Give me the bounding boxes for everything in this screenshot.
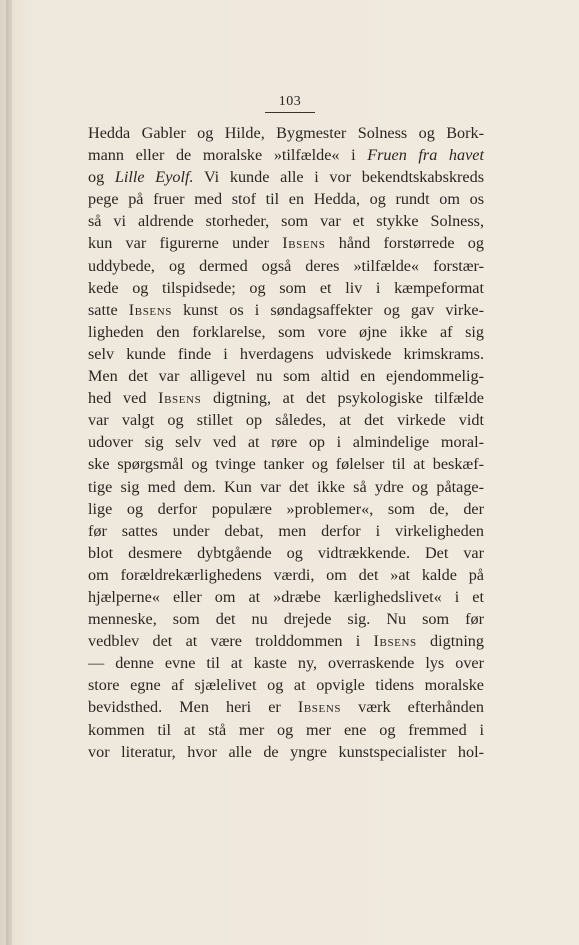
text-line — [88, 741, 484, 763]
text-segment: tige sig med dem. Kun var det ikke så ydre og påtage- — [88, 477, 484, 496]
text-segment: pege på fruer med stof til en Hedda, og rundt om os — [88, 190, 484, 209]
text-segment: uddybede, og dermed også deres »tilfælde« forstær- — [88, 256, 484, 275]
text-segment: Vi kunde alle i vor bekendtskabskreds — [193, 168, 485, 187]
text-line — [88, 232, 484, 254]
text-segment: mann eller de moralske »tilfælde« i — [88, 146, 368, 165]
small-caps-name: Ibsens — [158, 389, 202, 408]
text-segment: kunst os i søndagsaffekter og gav virke- — [172, 300, 484, 319]
text-line — [88, 387, 484, 409]
text-segment: lige og derfor populære »problemer«, som de, der — [88, 499, 484, 518]
text-segment: hjælperne« eller om at »dræbe kærlighedslivet« i et — [88, 587, 484, 606]
small-caps-name: Ibsens — [297, 698, 342, 717]
small-caps-name: Ibsens — [128, 300, 172, 319]
text-segment: satte — [88, 300, 129, 319]
text-line — [88, 586, 484, 608]
text-line — [88, 188, 484, 210]
text-line — [88, 520, 484, 542]
italic-title: Lille Eyolf. — [114, 168, 194, 187]
text-segment: ligheden den forklarelse, som vore øjne ikke af sig — [88, 322, 484, 341]
italic-title: Fruen fra havet — [367, 146, 484, 165]
text-line — [88, 476, 484, 498]
text-segment: så vi aldrende storheder, som var et stykke Solness, — [88, 212, 484, 231]
text-segment: Men det var alligevel nu som altid en ejendommelig- — [88, 367, 484, 386]
text-segment: udover sig selv ved at røre op i almindelige moral- — [88, 433, 484, 452]
text-line — [88, 255, 484, 277]
text-segment: digtning — [416, 632, 484, 651]
text-segment: og — [88, 168, 115, 187]
text-segment: vedblev det at være trolddommen i — [88, 632, 374, 651]
text-line — [88, 652, 484, 674]
text-segment: hed ved — [88, 389, 159, 408]
page-gutter-shadow — [6, 0, 12, 945]
text-line — [88, 210, 484, 232]
text-line — [88, 630, 484, 652]
page-number-rule — [265, 112, 315, 113]
body-text — [88, 122, 484, 763]
text-segment: menneske, som det nu drejede sig. Nu som før — [88, 610, 484, 629]
text-line — [88, 674, 484, 696]
text-segment: kun var figurerne under — [88, 234, 283, 253]
text-line — [88, 564, 484, 586]
text-segment: kede og tilspidsede; og som et liv i kæmpeformat — [88, 278, 484, 297]
text-segment: kommen til at stå mer og mer ene og fremmed i — [88, 720, 484, 739]
text-line — [88, 608, 484, 630]
text-line — [88, 498, 484, 520]
text-line — [88, 122, 484, 144]
text-line — [88, 144, 484, 166]
text-segment: blot desmere dybtgående og vidtrækkende. Det var — [88, 543, 484, 562]
text-line — [88, 453, 484, 475]
text-line — [88, 696, 484, 718]
text-line — [88, 343, 484, 365]
text-line — [88, 542, 484, 564]
text-line — [88, 321, 484, 343]
text-line — [88, 409, 484, 431]
text-segment: hånd forstørrede og — [325, 234, 484, 253]
text-line — [88, 277, 484, 299]
text-segment: værk efterhånden — [341, 698, 484, 717]
text-line — [88, 365, 484, 387]
text-segment: før sattes under debat, men derfor i virkeligheden — [88, 521, 484, 540]
text-line — [88, 431, 484, 453]
text-segment: Hedda Gabler og Hilde, Bygmester Solness og Bork- — [88, 124, 484, 142]
small-caps-name: Ibsens — [373, 632, 417, 651]
small-caps-name: Ibsens — [282, 234, 326, 253]
text-line — [88, 719, 484, 741]
text-line — [88, 166, 484, 188]
page-number: 103 — [278, 94, 302, 109]
text-segment: om forældrekærlighedens værdi, om det »at kalde på — [88, 565, 484, 584]
text-line — [88, 299, 484, 321]
text-segment: bevidsthed. Men heri er — [88, 698, 298, 717]
text-segment: ske spørgsmål og tvinge tanker og følelser til at beskæf- — [88, 455, 484, 474]
text-segment: store egne af sjælelivet og at opvigle tidens moralske — [88, 676, 484, 695]
text-segment: — denne evne til at kaste ny, overraskende lys over — [88, 654, 484, 673]
text-segment: vor literatur, hvor alle de yngre kunstspecialister hol- — [88, 742, 484, 761]
text-segment: var valgt og stillet op således, at det virkede vidt — [88, 411, 484, 430]
text-segment: selv kunde finde i hverdagens udviskede krimskrams. — [88, 344, 484, 363]
text-segment: digtning, at det psykologiske tilfælde — [201, 389, 484, 408]
